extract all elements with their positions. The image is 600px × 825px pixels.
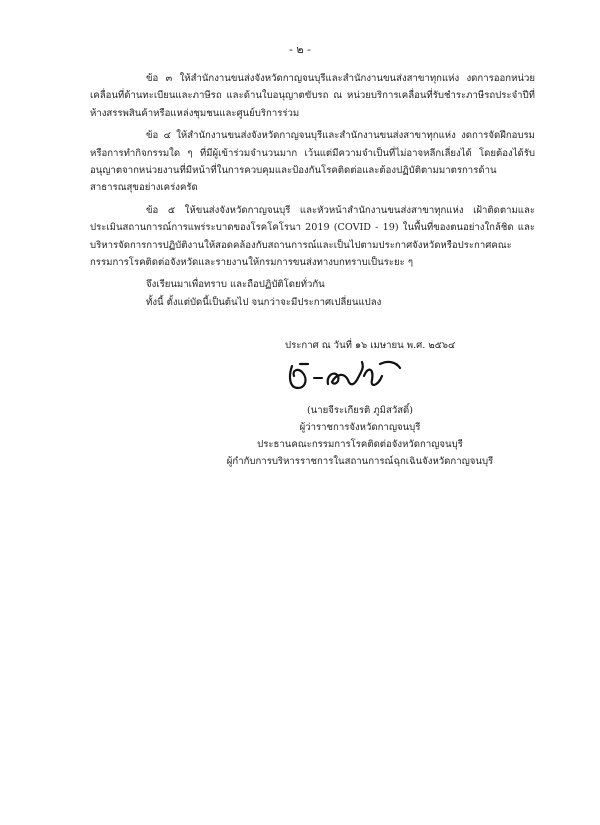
paragraph-clause-5: ข้อ ๕ ให้ขนส่งจังหวัดกาญจนบุรี และหัวหน้าสำนักงานขนส่งสาขาทุกแห่ง เฝ้าติดตามและประเมินสถานการณ์การแพร่ระบาดของโรคโคโรนา 2019 (COVID - 19) ในพื้นที่ของตนอย่างใกล้ชิด และบริหารจัดการการปฏิบัติงานให้สอดคล้องกับสถานการณ์และเป็นไปตามประกาศจังหวัดหรือประกาศคณะกรรมการโรคติดต่อจังหวัดและรายงานให้กรมการขนส่งทางบกทราบเป็นระยะ ๆ (90, 204, 535, 269)
document-body (90, 70, 535, 311)
signer-name: (นายจีระเกียรติ ภูมิสวัสดิ์) (306, 405, 414, 416)
date-line: ประกาศ ณ วันที่ ๑๖ เมษายน พ.ศ. ๒๕๖๔ (285, 340, 456, 351)
signer-position-governor: ผู้ว่าราชการจังหวัดกาญจนบุรี (299, 422, 421, 433)
signer-block (210, 402, 510, 470)
paragraph-clause-3: ข้อ ๓ ให้สำนักงานขนส่งจังหวัดกาญจนบุรีและสำนักงานขนส่งสาขาทุกแห่ง งดการออกหน่วยเคลื่อนที่ด้านทะเบียนและภาษีรถ และด้านใบอนุญาตขับรถ ณ หน่วยบริการเคลื่อนที่รับชำระภาษีรถประจำปีที่ห้างสรรพสินค้าหรือแหล่งชุมชนและศูนย์บริการร่วม (90, 73, 535, 119)
page-number: - ๒ - (289, 43, 311, 56)
paragraph-clause-4: ข้อ ๔ ให้สำนักงานขนส่งจังหวัดกาญจนบุรีและสำนักงานขนส่งสาขาทุกแห่ง งดการจัดฝึกอบรม หรือการทำกิจกรรมใด ๆ ที่มีผู้เข้าร่วมจำนวนมาก เว้นแต่มีความจำเป็นที่ไม่อาจหลีกเลี่ยงได้ โดยต้องได้รับอนุญาตจากหน่วยงานที่มีหน้าที่ในการควบคุมและป้องกันโรคติดต่อและต้องปฏิบัติตามมาตรการด้านสาธารณสุขอย่างเคร่งครัด (90, 130, 535, 194)
signer-position-committee-chair: ประธานคณะกรรมการโรคติดต่อจังหวัดกาญจนบุรี (257, 439, 463, 450)
handwritten-signature (278, 356, 418, 396)
signer-position-emergency: ผู้กำกับการบริหารราชการในสถานการณ์ฉุกเฉินจังหวัดกาญจนบุรี (226, 456, 494, 467)
closing-line-2: ทั้งนี้ ตั้งแต่บัดนี้เป็นต้นไป จนกว่าจะมีประกาศเปลี่ยนแปลง (146, 296, 382, 308)
closing-line-1: จึงเรียนมาเพื่อทราบ และถือปฏิบัติโดยทั่วกัน (146, 279, 325, 291)
